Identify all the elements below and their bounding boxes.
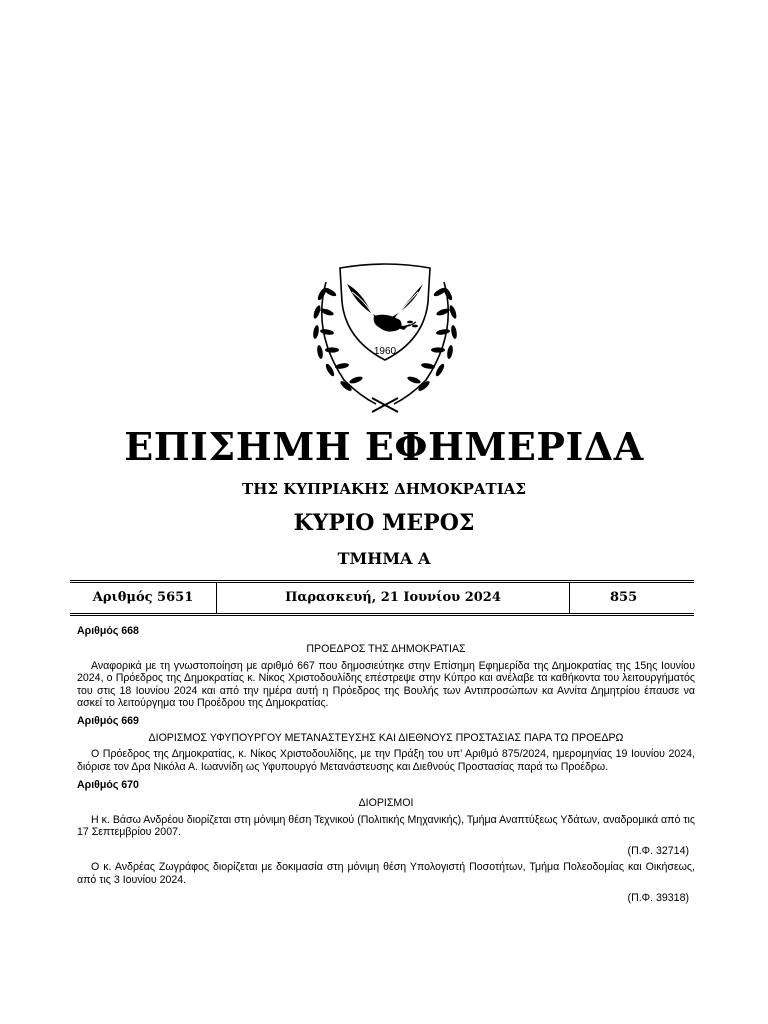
notice-number: Αριθμός 668 (77, 625, 139, 637)
notice-heading: ΔΙΟΡΙΣΜΟΙ (358, 797, 414, 810)
notices-body (77, 625, 695, 908)
appointment-entry: Η κ. Βάσω Ανδρέου διορίζεται στη μόνιμη θέση Τεχνικού (Πολιτικής Μηχανικής), Τμήμα Αναπτύξεως Υδάτων, αναδρομικά από τις 17 Σεπτεμβρίου 2007. (77, 813, 695, 839)
file-reference: (Π.Φ. 39318) (627, 891, 689, 904)
notice-heading: ΔΙΟΡΙΣΜΟΣ ΥΦΥΠΟΥΡΓΟΥ ΜΕΤΑΝΑΣΤΕΥΣΗΣ ΚΑΙ ΔΙΕΘΝΟΥΣ ΠΡΟΣΤΑΣΙΑΣ ΠΑΡΑ ΤΩ ΠΡΟΕΔΡΩ (148, 731, 624, 744)
issue-date: Παρασκευή, 21 Ιουνίου 2024 (216, 583, 570, 613)
issue-number: Αριθμός 5651 (92, 590, 194, 605)
notice-paragraph: Ο Πρόεδρος της Δημοκρατίας, κ. Νίκος Χριστοδουλίδης, με την Πράξη του υπ’ Αριθμό 875/2024, ημερομηνίας 19 Ιουνίου 2024, διόρισε τον Δρα Νικόλα Α. Ιωαννίδη ως Υφυπουργό Μετανάστευσης και Διεθνούς Προστασίας παρά τω Προέδρω. (77, 748, 695, 773)
file-reference: (Π.Φ. 32714) (627, 844, 689, 857)
emblem-year: 1960 (373, 346, 397, 357)
gazette-part: ΤΜΗΜΑ Α (337, 549, 431, 568)
notice-paragraph: Αναφορικά με τη γνωστοποίηση με αριθμό 667 που δημοσιεύτηκε στην Επίσημη Εφημερίδα της Δημοκρατίας της 15ης Ιουνίου 2024, ο Πρόεδρος της Δημοκρατίας κ. Νίκος Χριστοδουλίδης επέστρεψε στην Κύπρο και ανέλαβε τα καθήκοντα του λειτουργήματός του στις 18 Ιουνίου 2024 και από την ημέρα αυτή η Πρόεδρος της Βουλής των Αντιπροσώπων κα Αννίτα Δημητρίου έπαυσε να ασκεί το λειτούργημα του Προέδρου της Δημοκρατίας. (77, 659, 695, 710)
notice-heading: ΠΡΟΕΔΡΟΣ ΤΗΣ ΔΗΜΟΚΡΑΤΙΑΣ (306, 643, 466, 656)
cyprus-coat-of-arms-icon (300, 262, 470, 414)
gazette-title: ΕΠΙΣΗΜΗ ΕΦΗΜΕΡΙΔΑ (124, 424, 644, 469)
gazette-section: ΚΥΡΙΟ ΜΕΡΟΣ (293, 510, 475, 536)
page-number: 855 (610, 590, 638, 605)
issue-info-bar (70, 580, 694, 616)
gazette-subtitle: ΤΗΣ ΚΥΠΡΙΑΚΗΣ ΔΗΜΟΚΡΑΤΙΑΣ (242, 480, 526, 498)
appointment-entry: Ο κ. Ανδρέας Ζωγράφος διορίζεται με δοκιμασία στη μόνιμη θέση Υπολογιστή Ποσοτήτων, Τμήμα Πολεοδομίας και Οικήσεως, από τις 3 Ιουνίου 2024. (77, 861, 695, 886)
notice-number: Αριθμός 670 (77, 779, 139, 792)
notice-number: Αριθμός 669 (77, 715, 139, 728)
